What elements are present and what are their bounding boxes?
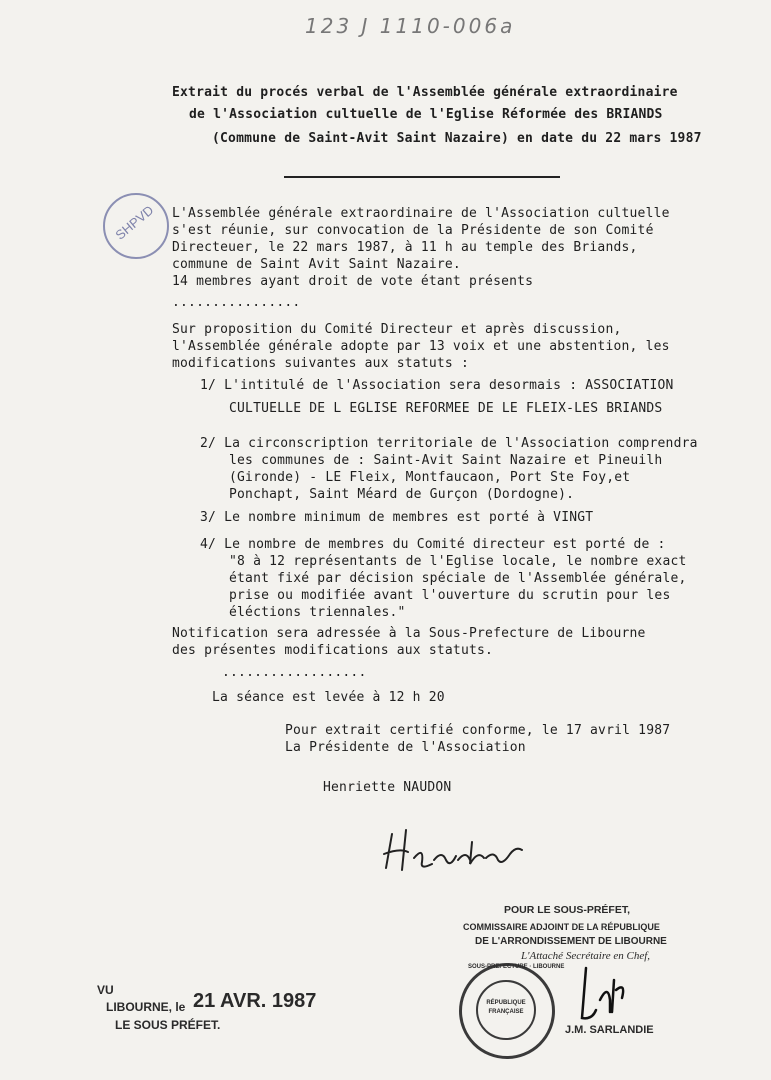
item-line: éléctions triennales."	[229, 605, 406, 620]
item-line: 2/ La circonscription territoriale de l'Association comprendra	[200, 436, 698, 451]
shpvd-stamp	[103, 193, 169, 259]
item-line: les communes de : Saint-Avit Saint Nazaire et Pineuilh	[229, 453, 663, 468]
header-line-2: de l'Association cultuelle de l'Eglise Réformée des BRIANDS	[189, 107, 663, 122]
proposal-line: modifications suivantes aux statuts :	[172, 356, 469, 371]
archive-reference: 123 J 1110-006a	[305, 14, 516, 38]
shpvd-stamp-label: SHPVD	[112, 202, 157, 243]
separator-dots-2: ..................	[222, 665, 367, 680]
vu-stamp-line-3: LE SOUS PRÉFET.	[115, 1018, 221, 1032]
intro-line: 14 membres ayant droit de vote étant présents	[172, 274, 534, 289]
statute-item-4	[200, 536, 687, 621]
item-line: 4/ Le nombre de membres du Comité directeur est porté de :	[200, 537, 666, 552]
intro-line: s'est réunie, sur convocation de la Présidente de son Comité	[172, 223, 654, 238]
item-line: 3/ Le nombre minimum de membres est porté à VINGT	[200, 510, 594, 525]
prefecture-line-3: DE L'ARRONDISSEMENT DE LIBOURNE	[475, 936, 667, 947]
certification-line-1: Pour extrait certifié conforme, le 17 avril 1987	[285, 723, 671, 738]
item-line: CULTUELLE DE L EGLISE REFORMEE DE LE FLEIX-LES BRIANDS	[229, 401, 663, 416]
separator-dots-1: ................	[172, 295, 301, 310]
statute-item-2	[200, 435, 698, 503]
intro-line: commune de Saint Avit Saint Nazaire.	[172, 257, 461, 272]
seal-inner-text-1: RÉPUBLIQUE	[486, 1000, 526, 1006]
item-line: (Gironde) - LE Fleix, Montfaucaon, Port Ste Foy,et	[229, 470, 631, 485]
item-line: "8 à 12 représentants de l'Eglise locale, le nombre exact	[229, 554, 687, 569]
proposal-line: l'Assemblée générale adopte par 13 voix et une abstention, les	[172, 339, 670, 354]
header-line-1: Extrait du procés verbal de l'Assemblée générale extraordinaire	[172, 85, 678, 100]
seal-outer-text: SOUS-PREFECTURE · LIBOURNE	[468, 964, 565, 970]
item-line: Ponchapt, Saint Méard de Gurçon (Dordogne).	[229, 487, 575, 502]
prefecture-seal	[459, 963, 565, 1059]
seal-inner-text-2: FRANÇAISE	[488, 1009, 524, 1015]
certification-line-2: La Présidente de l'Association	[285, 740, 526, 755]
vu-stamp-prefix: LIBOURNE, le	[106, 1000, 186, 1014]
officer-name: J.M. SARLANDIE	[565, 1024, 654, 1036]
proposal-line: Sur proposition du Comité Directeur et après discussion,	[172, 322, 622, 337]
president-name: Henriette NAUDON	[323, 780, 452, 795]
item-line: 1/ L'intitulé de l'Association sera desormais : ASSOCIATION	[200, 378, 674, 393]
notification-paragraph	[172, 625, 646, 659]
statute-item-1	[200, 377, 674, 417]
intro-paragraph	[172, 205, 670, 290]
prefecture-line-4: L'Attaché Secrétaire en Chef,	[521, 950, 651, 962]
notification-line: Notification sera adressée à la Sous-Prefecture de Libourne	[172, 626, 646, 641]
vu-stamp-date: 21 AVR. 1987	[193, 990, 317, 1012]
president-signature	[378, 820, 528, 880]
vu-stamp-line-1: VU	[97, 983, 114, 997]
item-line: prise ou modifiée avant l'ouverture du scrutin pour les	[229, 588, 671, 603]
proposal-paragraph	[172, 321, 670, 372]
intro-line: L'Assemblée générale extraordinaire de l'Association cultuelle	[172, 206, 670, 221]
prefecture-line-2: COMMISSAIRE ADJOINT DE LA RÉPUBLIQUE	[463, 922, 660, 932]
officer-signature	[572, 960, 642, 1030]
intro-line: Directeuer, le 22 mars 1987, à 11 h au temple des Briands,	[172, 240, 638, 255]
statute-item-3	[200, 509, 593, 526]
header-divider	[284, 176, 560, 178]
prefecture-line-1: POUR LE SOUS-PRÉFET,	[504, 904, 631, 916]
closing-line: La séance est levée à 12 h 20	[212, 690, 445, 705]
item-line: étant fixé par décision spéciale de l'Assemblée générale,	[229, 571, 687, 586]
notification-line: des présentes modifications aux statuts.	[172, 643, 494, 658]
header-line-3: (Commune de Saint-Avit Saint Nazaire) en date du 22 mars 1987	[212, 131, 702, 146]
